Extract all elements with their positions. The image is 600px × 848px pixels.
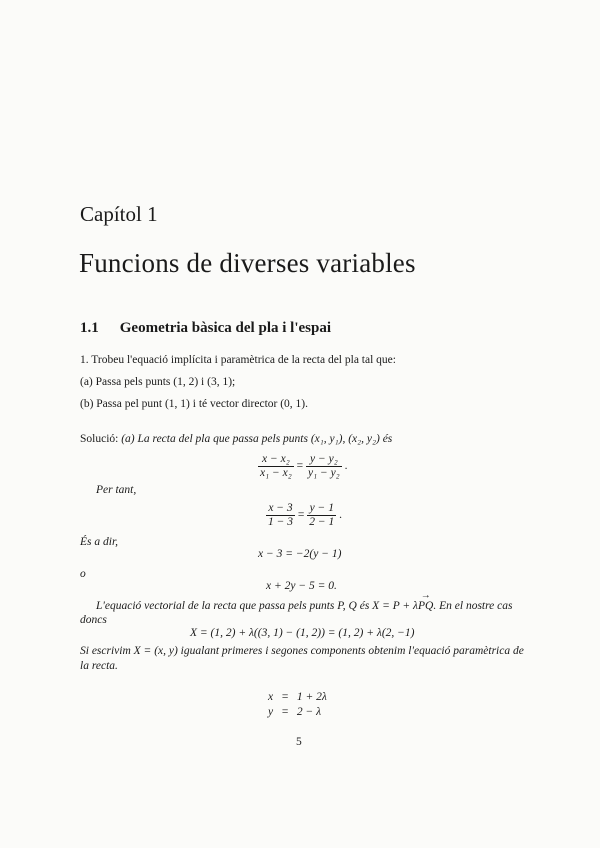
numerator: y − 1 — [307, 502, 336, 516]
per-tant-text: Per tant, — [96, 484, 137, 496]
fraction-right-2 — [307, 502, 336, 529]
equation-2 — [266, 502, 342, 529]
system-op: = — [281, 691, 289, 703]
equation-4: x + 2y − 5 = 0. — [266, 580, 337, 592]
numerator: x − x₂ — [258, 453, 294, 467]
solution-label: Solució: — [80, 433, 119, 445]
parametric-text-line-2: la recta. — [80, 660, 118, 672]
equals-sign: = — [296, 460, 304, 473]
numerator: y − y₂ — [306, 453, 342, 467]
exercise-item-a: (a) Passa pels punts (1, 2) i (3, 1); — [80, 376, 236, 388]
fraction-left-2 — [266, 502, 295, 529]
denominator: y₁ − y₂ — [307, 467, 340, 479]
vector-pq: → PQ — [418, 600, 433, 612]
system-rhs: 2 − λ — [296, 706, 322, 718]
equals-sign: = — [297, 509, 305, 522]
vector-text-part-1: L'equació vectorial de la recta que passa pels punts P, Q és X = P + λ — [96, 600, 419, 612]
denominator: 2 − 1 — [309, 516, 335, 528]
doncs-text: doncs — [80, 614, 107, 626]
system-op: = — [281, 706, 289, 718]
section-number: 1.1 — [80, 320, 99, 336]
chapter-label: Capítol 1 — [80, 202, 158, 226]
numerator: x − 3 — [266, 502, 295, 516]
system-lhs: y — [268, 706, 274, 718]
equation-3: x − 3 = −2(y − 1) — [258, 548, 342, 560]
equation-5: X = (1, 2) + λ((3, 1) − (1, 2)) = (1, 2) + λ(2, −1) — [190, 627, 415, 639]
o-text: o — [80, 568, 86, 580]
denominator: 1 − 3 — [268, 516, 294, 528]
page-number: 5 — [296, 736, 302, 748]
fraction-right-1 — [306, 453, 342, 480]
system-lhs: x — [268, 691, 274, 703]
vector-text-part-2: . En el nostre cas — [433, 600, 513, 612]
system-row — [264, 705, 331, 720]
vector-equation-text — [96, 600, 512, 612]
section-heading — [80, 320, 331, 337]
exercise-statement — [80, 354, 396, 366]
parametric-text-line-1: Si escrivim X = (x, y) igualant primeres i segones components obtenim l'equació paramètrica de — [80, 645, 524, 657]
parametric-system — [264, 690, 331, 720]
exercise-number: 1. — [80, 354, 89, 366]
exercise-text: Trobeu l'equació implícita i paramètrica de la recta del pla tal que: — [91, 354, 396, 366]
fraction-left-1 — [258, 453, 294, 480]
section-title: Geometria bàsica del pla i l'espai — [119, 320, 331, 336]
exercise-item-b: (b) Passa pel punt (1, 1) i té vector director (0, 1). — [80, 398, 309, 410]
system-rhs: 1 + 2λ — [296, 691, 327, 703]
solution-intro-text: (a) La recta del pla que passa pels punts (x₁, y₁), (x₂, y₂) és — [121, 433, 393, 445]
period: . — [344, 460, 348, 473]
period: . — [339, 509, 343, 522]
chapter-title: Funcions de diverses variables — [79, 248, 416, 278]
equation-1 — [258, 453, 347, 480]
solution-intro — [80, 433, 392, 445]
es-a-dir-text: És a dir, — [80, 536, 119, 548]
denominator: x₁ − x₂ — [260, 467, 292, 479]
system-row — [264, 690, 331, 705]
